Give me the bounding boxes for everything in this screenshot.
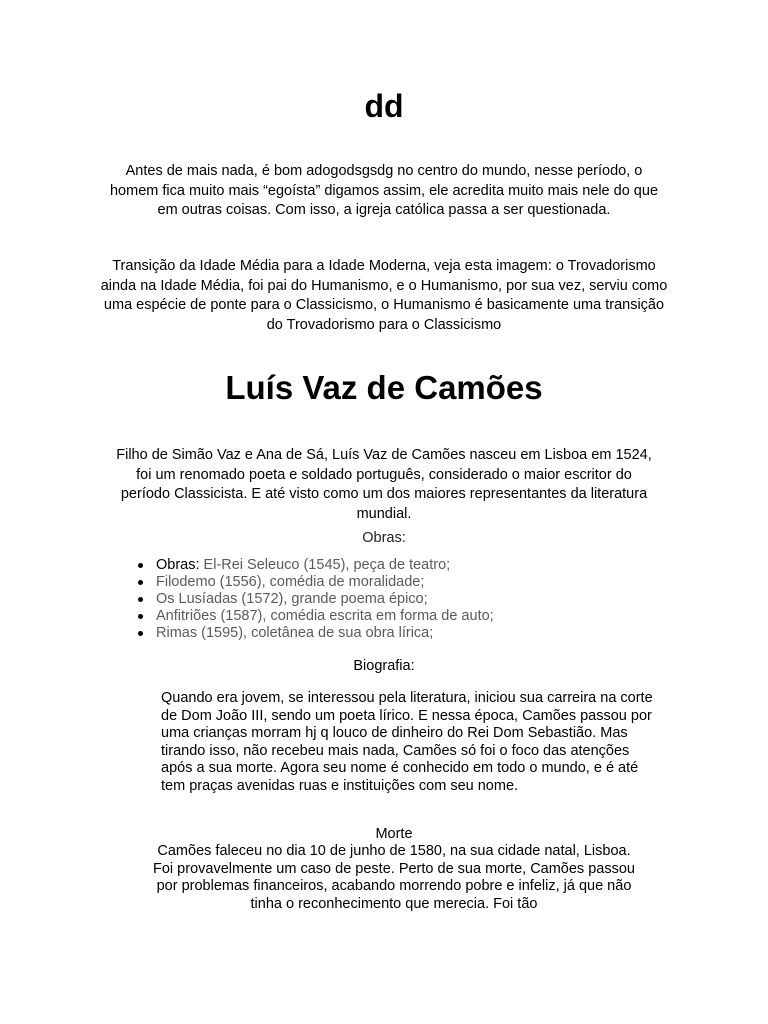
morte-label: Morte	[375, 826, 413, 842]
heading-camoes: Luís Vaz de Camões	[225, 369, 543, 406]
list-item-text: Os Lusíadas (1572), grande poema épico;	[156, 591, 428, 607]
bullet-icon	[138, 580, 143, 585]
paragraph-camoes-bio-intro: Filho de Simão Vaz e Ana de Sá, Luís Vaz de Camões nasceu em Lisboa em 1524, foi um renomado poeta e soldado português, considerado o maior escritor do período Classicista. E até visto como um dos maiores representantes da literatura mundial.	[116, 447, 652, 522]
list-item-prefix: Obras:	[156, 557, 204, 573]
bullet-icon	[138, 614, 143, 619]
heading-dd: dd	[364, 88, 404, 124]
bullet-icon	[138, 631, 143, 636]
list-item-text: El-Rei Seleuco (1545), peça de teatro;	[203, 557, 451, 573]
list-item	[156, 608, 494, 625]
bullet-icon	[138, 597, 143, 602]
obras-list	[156, 557, 494, 642]
list-item	[156, 574, 494, 591]
list-item-text: Anfitriões (1587), comédia escrita em forma de auto;	[156, 608, 494, 624]
list-item	[156, 625, 494, 642]
morte-text: Camões faleceu no dia 10 de junho de 1580, na sua cidade natal, Lisboa. Foi provavelmente um caso de peste. Perto de sua morte, Camões passou por problemas financeiros, acabando morrendo pobre e infeliz, já que não tinha o reconhecimento que merecia. Foi tão	[153, 843, 635, 912]
obras-label: Obras:	[362, 530, 406, 546]
biografia-text: Quando era jovem, se interessou pela literatura, iniciou sua carreira na corte de Dom João III, sendo um poeta lírico. E nessa época, Camões passou por uma crianças morram hj q louco de dinheiro do Rei Dom Sebastião. Mas tirando isso, não recebeu mais nada, Camões só foi o foco das atenções após a sua morte. Agora seu nome é conhecido em todo o mundo, e é até tem praças avenidas ruas e instituições com seu nome.	[161, 690, 653, 794]
bullet-icon	[138, 563, 143, 568]
paragraph-intro: Antes de mais nada, é bom adogodsgsdg no centro do mundo, nesse período, o homem fica muito mais “egoísta” digamos assim, ele acredita muito mais nele do que em outras coisas. Com isso, a igreja católica passa a ser questionada.	[109, 163, 659, 218]
paragraph-transition: Transição da Idade Média para a Idade Moderna, veja esta imagem: o Trovadorismo ainda na Idade Média, foi pai do Humanismo, e o Humanismo, por sua vez, serviu como uma espécie de ponte para o Classicismo, o Humanismo é basicamente uma transição do Trovadorismo para o Classicismo	[100, 258, 668, 333]
list-item	[156, 557, 494, 574]
list-item-text: Rimas (1595), coletânea de sua obra lírica;	[156, 625, 434, 641]
morte-section	[150, 826, 638, 913]
list-item-text: Filodemo (1556), comédia de moralidade;	[156, 574, 425, 590]
biografia-label: Biografia:	[353, 658, 415, 674]
list-item	[156, 591, 494, 608]
